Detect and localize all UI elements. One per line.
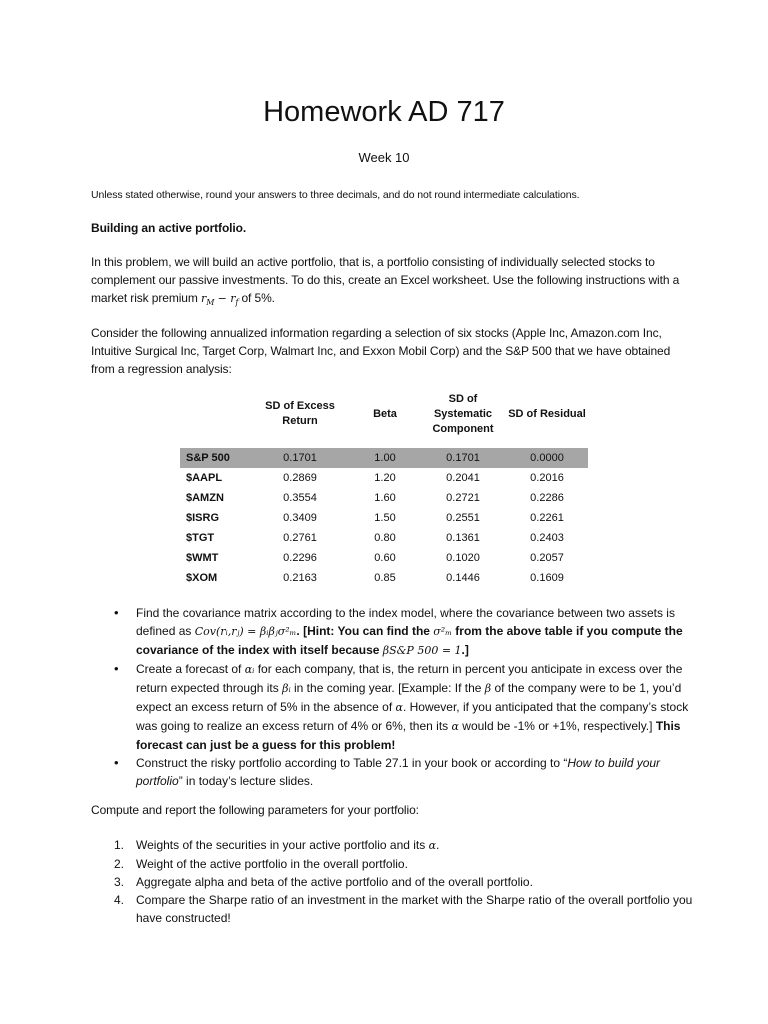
market-risk-premium-formula: $r_M - r_f$ <box>201 292 239 308</box>
table-row: $WMT 0.2296 0.60 0.1020 0.2057 <box>186 552 564 564</box>
list-item: 1. Weights of the securities in your active portfolio and its α. <box>114 838 440 852</box>
table-row: $AMZN 0.3554 1.60 0.2721 0.2286 <box>186 492 564 504</box>
rounding-instructions: Unless stated otherwise, round your answers to three decimals, and do not round intermediate calculations. <box>91 189 580 201</box>
bullet-risky-portfolio: • Construct the risky portfolio according to Table 27.1 in your book or according to “How to build your portfolio” in today’s lecture slides. <box>114 754 694 790</box>
header-ticker <box>180 386 250 442</box>
table-row: $TGT 0.2761 0.80 0.1361 0.2403 <box>186 532 564 544</box>
table-row: $ISRG 0.3409 1.50 0.2551 0.2261 <box>186 512 564 524</box>
header-sd-excess: SD of Excess Return <box>265 400 335 427</box>
page-subtitle: Week 10 <box>358 150 410 165</box>
intro-text-2: of 5%. <box>238 291 275 305</box>
table-row: $XOM 0.2163 0.85 0.1446 0.1609 <box>186 572 564 584</box>
consider-paragraph: Consider the following annualized information regarding a selection of six stocks (Apple Inc, Amazon.com Inc, Intuitive Surgical Inc, Target Corp, Walmart Inc, and Exxon Mobil Corp) and the S&P 500 that we have obtained from a regression analysis: <box>91 326 671 376</box>
bullet-alpha-forecast: • Create a forecast of αᵢ for each company, that is, the return in percent you anticipate in excess over the return expected through its βᵢ in the coming year. [Example: If the β of the company were to be 1, you’d expect an excess return of 5% in the absence of α. However, if you anticipated that the company’s stock was going to realize an excess return of 4% or 6%, then its α would be -1% or +1%, respectively.] This forecast can just be a guess for this problem! <box>114 660 694 754</box>
section-heading: Building an active portfolio. <box>91 221 247 235</box>
list-item: 2. Weight of the active portfolio in the overall portfolio. <box>114 857 408 871</box>
bullet-covariance: • Find the covariance matrix according to the index model, where the covariance between two assets is defined as Cov(rᵢ,rⱼ) = βᵢβⱼσ²ₘ. [Hint: You can find the σ²ₘ from the above table if you compute the covariance of the index with itself because βS&P 500 = 1.] <box>114 604 694 660</box>
header-sd-residual: SD of Residual <box>508 407 586 420</box>
regression-table <box>180 386 588 588</box>
list-item: 3. Aggregate alpha and beta of the active portfolio and of the overall portfolio. <box>114 875 533 889</box>
intro-paragraph <box>91 253 691 312</box>
page-title: Homework AD 717 <box>263 96 505 128</box>
list-item: 4. Compare the Sharpe ratio of an investment in the market with the Sharpe ratio of the overall portfolio you have constructed! <box>114 893 693 925</box>
table-row: $AAPL 0.2869 1.20 0.2041 0.2016 <box>186 472 564 484</box>
task-bullet-list <box>114 604 694 790</box>
header-beta: Beta <box>373 407 397 420</box>
intro-text-1: In this problem, we will build an active portfolio, that is, a portfolio consisting of individually selected stocks to complement our passive investments. To do this, create an Excel worksheet. Use the following instructions with a market risk premium <box>91 255 680 305</box>
header-sd-systematic: SD of Systematic Component <box>432 392 494 435</box>
table-header-row <box>180 386 588 442</box>
compute-paragraph: Compute and report the following parameters for your portfolio: <box>91 803 419 817</box>
parameters-list <box>114 836 694 927</box>
table-row: S&P 500 0.1701 1.00 0.1701 0.0000 <box>180 448 588 468</box>
